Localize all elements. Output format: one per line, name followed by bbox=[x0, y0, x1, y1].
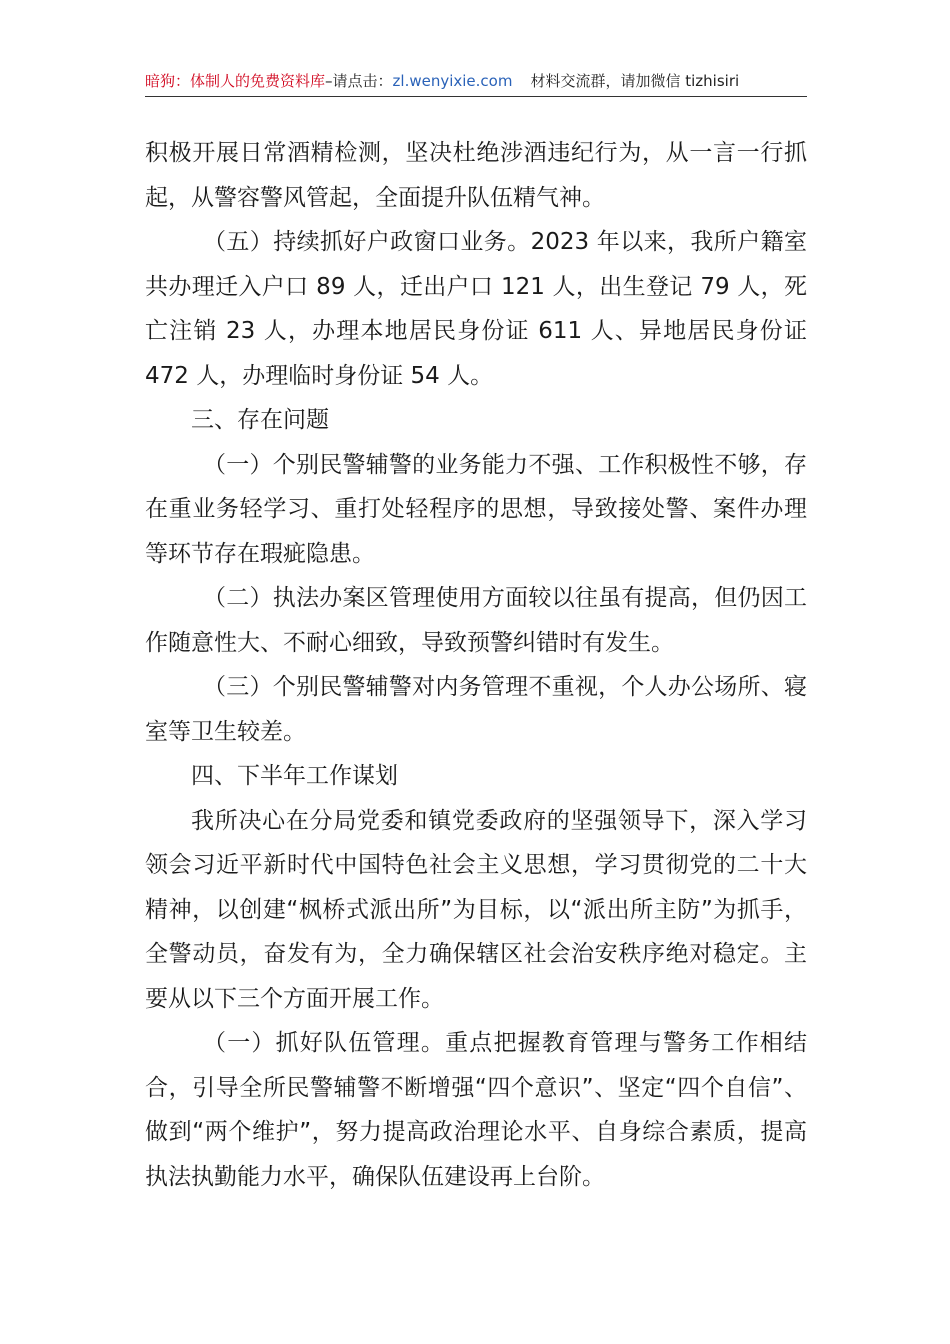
body-paragraph-1: 积极开展日常酒精检测，坚决杜绝涉酒违纪行为，从一言一行抓起，从警容警风管起，全面提升队伍精气神。 bbox=[145, 140, 807, 211]
header-brand: 暗狗：体制人的免费资料库 bbox=[145, 72, 326, 90]
document-body bbox=[145, 131, 807, 1199]
body-paragraph-4: （一）个别民警辅警的业务能力不强、工作积极性不够，存在重业务轻学习、重打处轻程序的思想，导致接处警、案件办理等环节存在瑕疵隐患。 bbox=[145, 451, 807, 567]
header-link-prompt: –请点击： bbox=[325, 72, 393, 90]
body-paragraph-2: （五）持续抓好户政窗口业务。2023 年以来，我所户籍室共办理迁入户口 89 人，迁出户口 121 人，出生登记 79 人，死亡注销 23 人，办理本地居民身份证 611 人、异地居民身份证 472 人，办理临时身份证 54 人。 bbox=[145, 229, 807, 389]
section-heading-4: 四、下半年工作谋划 bbox=[191, 763, 398, 789]
page-header bbox=[145, 66, 807, 97]
header-group-info: 材料交流群，请加微信 tizhisiri bbox=[530, 72, 740, 90]
body-paragraph-5: （二）执法办案区管理使用方面较以往虽有提高，但仍因工作随意性大、不耐心细致，导致预警纠错时有发生。 bbox=[145, 585, 807, 656]
body-paragraph-9: （一）抓好队伍管理。重点把握教育管理与警务工作相结合，引导全所民警辅警不断增强“四个意识”、坚定“四个自信”、做到“两个维护”，努力提高政治理论水平、自身综合素质，提高执法执勤能力水平，确保队伍建设再上台阶。 bbox=[145, 1030, 807, 1190]
section-heading-3: 三、存在问题 bbox=[191, 407, 329, 433]
body-paragraph-6: （三）个别民警辅警对内务管理不重视，个人办公场所、寝室等卫生较差。 bbox=[145, 674, 807, 745]
body-paragraph-8: 我所决心在分局党委和镇党委政府的坚强领导下，深入学习领会习近平新时代中国特色社会主义思想，学习贯彻党的二十大精神，以创建“枫桥式派出所”为目标，以“派出所主防”为抓手，全警动员，奋发有为，全力确保辖区社会治安秩序绝对稳定。主要从以下三个方面开展工作。 bbox=[145, 807, 807, 1012]
header-url-link[interactable]: zl.wenyixie.com bbox=[392, 72, 513, 90]
